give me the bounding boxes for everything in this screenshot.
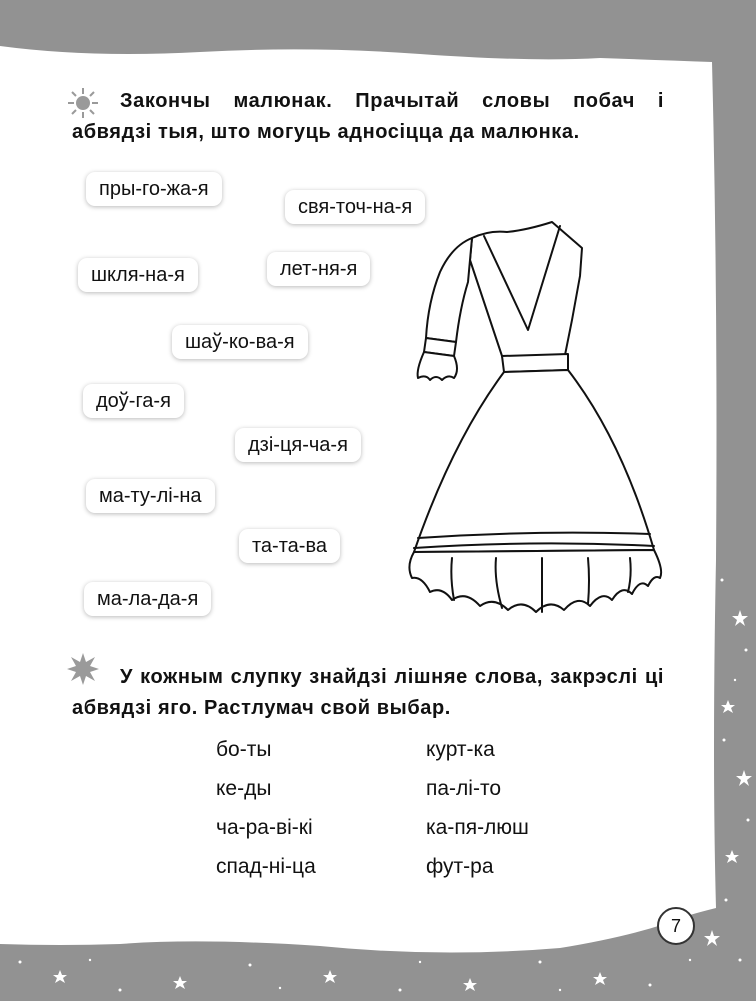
left-column-word[interactable]: ча-ра-ві-кі	[216, 816, 313, 839]
word-card[interactable]: лет-ня-я	[267, 252, 370, 286]
right-column-word[interactable]: па-лі-то	[426, 777, 502, 800]
task2-instruction: У кожным слупку знайдзі лішняе слова, закрэслі ці абвядзі яго. Растлумач свой выбар.	[72, 666, 664, 719]
dress-belt	[502, 354, 568, 372]
right-column-word[interactable]: ка-пя-люш	[426, 816, 529, 839]
word-card[interactable]: та-та-ва	[239, 529, 340, 563]
word-card[interactable]: доў-га-я	[83, 384, 184, 418]
word-card[interactable]: пры-го-жа-я	[86, 172, 222, 206]
dress-hem-ruffle	[409, 550, 661, 612]
word-card[interactable]: шкля-на-я	[78, 258, 198, 292]
dress-sleeve	[426, 238, 472, 342]
dress-drawing	[392, 220, 672, 620]
task1-instruction: Закончы малюнак. Прачытай словы побач і абвядзі тыя, што могуць адносіцца да малюнка.	[72, 90, 664, 143]
word-card[interactable]: ма-ла-да-я	[84, 582, 211, 616]
dress-sleeve-ruffle	[418, 352, 457, 380]
right-column-word[interactable]: курт-ка	[426, 738, 495, 761]
left-column-word[interactable]: бо-ты	[216, 738, 272, 761]
word-card[interactable]: дзі-ця-ча-я	[235, 428, 361, 462]
word-card[interactable]: ма-ту-лі-на	[86, 479, 215, 513]
left-column-word[interactable]: спад-ні-ца	[216, 855, 316, 878]
left-column-word[interactable]: ке-ды	[216, 777, 272, 800]
page-number: 7	[657, 907, 695, 945]
right-column-word[interactable]: фут-ра	[426, 855, 494, 878]
word-card[interactable]: шаў-ко-ва-я	[172, 325, 308, 359]
word-card[interactable]: свя-точ-на-я	[285, 190, 425, 224]
dress-skirt	[414, 370, 654, 552]
